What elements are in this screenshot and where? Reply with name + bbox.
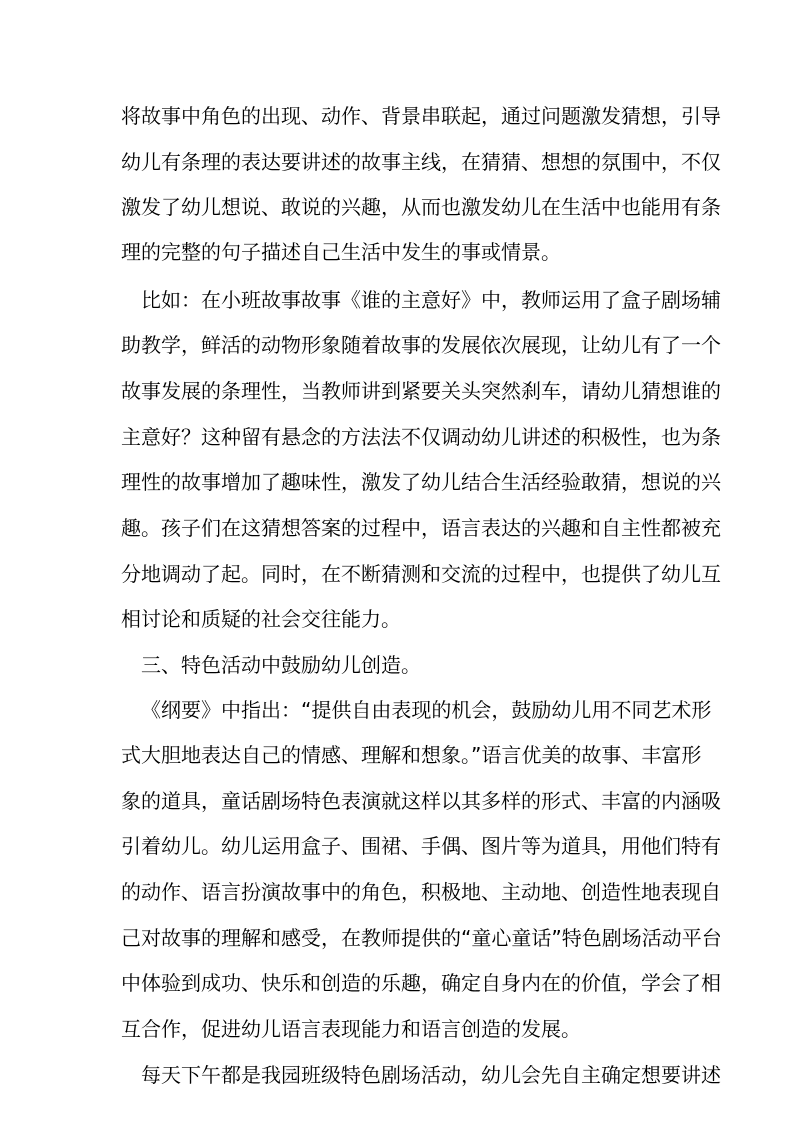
paragraph-line: 引着幼儿。幼儿运用盒子、围裙、手偶、图片等为道具，用他们特有 bbox=[121, 834, 721, 858]
paragraph-line: 趣。孩子们在这猜想答案的过程中，语言表达的兴趣和自主性都被充 bbox=[121, 516, 721, 540]
paragraph-line: 理性的故事增加了趣味性，激发了幼儿结合生活经验敢猜，想说的兴 bbox=[121, 470, 721, 494]
paragraph-line: 相讨论和质疑的社会交往能力。 bbox=[121, 607, 401, 631]
paragraph-line: 激发了幼儿想说、敢说的兴趣，从而也激发幼儿在生活中也能用有条 bbox=[121, 195, 721, 219]
section-heading: 三、特色活动中鼓励幼儿创造。 bbox=[141, 653, 421, 677]
paragraph-line: 中体验到成功、快乐和创造的乐趣，确定自身内在的价值，学会了相 bbox=[121, 971, 721, 995]
paragraph-line: 将故事中角色的出现、动作、背景串联起，通过问题激发猜想，引导 bbox=[121, 104, 721, 128]
paragraph-line: 幼儿有条理的表达要讲述的故事主线，在猜猜、想想的氛围中，不仅 bbox=[121, 150, 721, 174]
paragraph-line: 故事发展的条理性，当教师讲到紧要关头突然刹车，请幼儿猜想谁的 bbox=[121, 379, 721, 403]
paragraph-line: 理的完整的句子描述自己生活中发生的事或情景。 bbox=[121, 240, 561, 264]
paragraph-line: 助教学，鲜活的动物形象随着故事的发展依次展现，让幼儿有了一个 bbox=[121, 333, 721, 357]
paragraph-line: 的动作、语言扮演故事中的角色，积极地、主动地、创造性地表现自 bbox=[121, 880, 721, 904]
paragraph-line: 互合作，促进幼儿语言表现能力和语言创造的发展。 bbox=[121, 1017, 581, 1041]
paragraph-line: 分地调动了起。同时，在不断猜测和交流的过程中，也提供了幼儿互 bbox=[121, 562, 721, 586]
paragraph-line: 比如：在小班故事故事《谁的主意好》中，教师运用了盒子剧场辅 bbox=[141, 288, 721, 312]
paragraph-line: 式大胆地表达自己的情感、理解和想象。”语言优美的故事、丰富形 bbox=[121, 743, 702, 767]
paragraph-line: 己对故事的理解和感受，在教师提供的“童心童话”特色剧场活动平台 bbox=[121, 926, 722, 950]
paragraph-line: 《纲要》中指出：“提供自由表现的机会，鼓励幼儿用不同艺术形 bbox=[141, 698, 712, 722]
paragraph-line: 象的道具，童话剧场特色表演就这样以其多样的形式、丰富的内涵吸 bbox=[121, 789, 721, 813]
paragraph-line: 主意好？这种留有悬念的方法法不仅调动幼儿讲述的积极性，也为条 bbox=[121, 425, 721, 449]
paragraph-line: 每天下午都是我园班级特色剧场活动，幼儿会先自主确定想要讲述 bbox=[141, 1063, 721, 1087]
